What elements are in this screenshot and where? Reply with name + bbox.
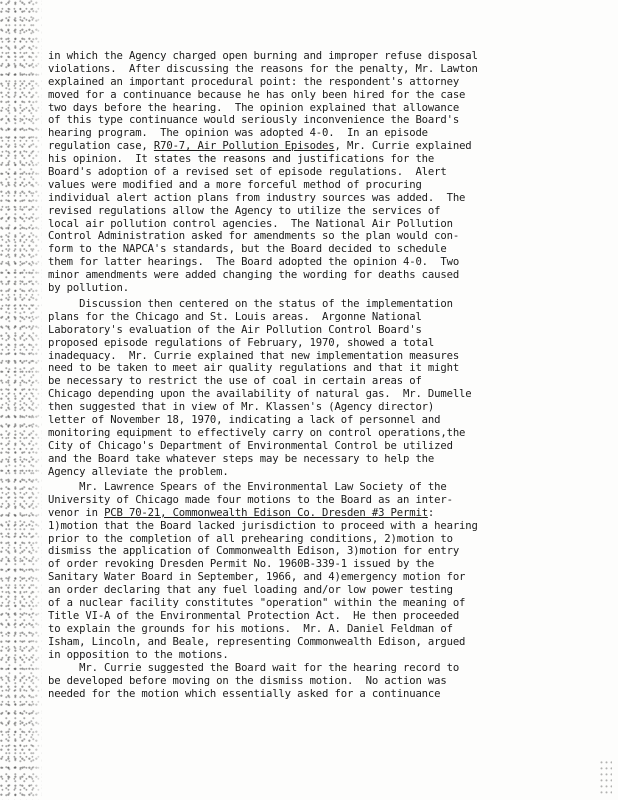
text-segment: proposed episode regulations of February, 1970, showed a total bbox=[48, 336, 435, 349]
text-segment: of order revoking Dresden Permit No. 1960B-339-1 issued by the bbox=[48, 558, 435, 571]
text-segment: be necessary to restrict the use of coal in certain areas of bbox=[48, 375, 422, 388]
text-segment: , Mr. Currie explained bbox=[334, 140, 472, 153]
text-segment: : bbox=[427, 506, 435, 519]
text-segment: hearing program. The opinion was adopted 4-0. In an episode bbox=[48, 127, 428, 140]
text-line bbox=[48, 466, 572, 479]
text-segment: minor amendments were added changing the wording for deaths caused bbox=[48, 269, 460, 282]
text-line bbox=[48, 401, 572, 414]
text-segment: Title VI-A of the Environmental Protection Act. He then proceeded bbox=[48, 609, 460, 622]
text-line bbox=[48, 375, 572, 388]
text-line bbox=[48, 440, 572, 453]
text-line bbox=[48, 166, 572, 179]
text-segment: individual alert action plans from industry sources was added. The bbox=[48, 191, 466, 204]
text-segment: need to be taken to meet air quality regulations and that it might bbox=[48, 362, 460, 375]
text-segment: monitoring equipment to effectively carry on control operations,the bbox=[48, 426, 466, 439]
text-line bbox=[48, 89, 572, 102]
text-line bbox=[48, 218, 572, 231]
text-line bbox=[48, 256, 572, 269]
text-segment: Control Administration asked for amendments so the plan would con- bbox=[48, 230, 460, 243]
text-line bbox=[48, 623, 572, 636]
text-segment: dismiss the application of Commonwealth Edison, 3)motion for entry bbox=[48, 545, 460, 558]
text-line bbox=[48, 675, 572, 688]
text-line bbox=[48, 298, 572, 311]
text-line bbox=[48, 545, 572, 558]
text-segment: letter of November 18, 1970, indicating a lack of personnel and bbox=[48, 414, 441, 427]
text-line bbox=[48, 453, 572, 466]
text-line bbox=[48, 636, 572, 649]
text-line bbox=[48, 688, 572, 701]
text-line bbox=[48, 350, 572, 363]
text-line bbox=[48, 649, 572, 662]
text-segment: revised regulations allow the Agency to utilize the services of bbox=[48, 204, 441, 217]
case-title: PCB 70-21, Commonwealth Edison Co. Dresden #3 Permit bbox=[104, 506, 428, 519]
text-line bbox=[48, 102, 572, 115]
text-line bbox=[48, 507, 572, 520]
text-segment: Discussion then centered on the status of the implementation bbox=[48, 298, 453, 310]
text-segment: them for latter hearings. The Board adopted the opinion 4-0. Two bbox=[48, 256, 460, 269]
text-segment: his opinion. It states the reasons and justifications for the bbox=[48, 153, 435, 166]
text-segment: in opposition to the motions. bbox=[48, 648, 229, 661]
text-line bbox=[48, 63, 572, 76]
text-line bbox=[48, 324, 572, 337]
text-segment: Agency alleviate the problem. bbox=[48, 465, 229, 478]
text-line bbox=[48, 179, 572, 192]
text-segment: City of Chicago's Department of Environmental Control be utilized bbox=[48, 439, 453, 452]
text-line bbox=[48, 269, 572, 282]
text-segment: moved for a continuance because he has only been hired for the case bbox=[48, 88, 466, 101]
text-line bbox=[48, 337, 572, 350]
text-segment: needed for the motion which essentially asked for a continuance bbox=[48, 687, 441, 700]
text-segment: 1)motion that the Board lacked jurisdiction to proceed with a hearing bbox=[48, 519, 478, 532]
paragraph-hearing-record bbox=[48, 662, 572, 701]
case-title: R70-7, Air Pollution Episodes bbox=[153, 140, 335, 153]
text-line bbox=[48, 192, 572, 205]
text-line bbox=[48, 597, 572, 610]
text-line bbox=[48, 140, 572, 153]
text-segment: Mr. Lawrence Spears of the Environmental Law Society of the bbox=[48, 481, 447, 493]
text-segment: in which the Agency charged open burning and improper refuse disposal bbox=[48, 50, 478, 62]
text-segment: and the Board take whatever steps may be necessary to help the bbox=[48, 452, 435, 465]
text-segment: inadequacy. Mr. Currie explained that new implementation measures bbox=[48, 349, 460, 362]
text-segment: Board's adoption of a revised set of episode regulations. Alert bbox=[48, 166, 447, 179]
text-segment: of this type continuance would seriously inconvenience the Board's bbox=[48, 114, 460, 127]
text-line bbox=[48, 388, 572, 401]
text-line bbox=[48, 153, 572, 166]
scan-edge-fade bbox=[30, 0, 44, 800]
text-segment: regulation case, bbox=[48, 140, 154, 153]
text-line bbox=[48, 520, 572, 533]
text-segment: be developed before moving on the dismiss motion. No action was bbox=[48, 674, 447, 687]
scan-margin-marks bbox=[600, 760, 612, 796]
text-line bbox=[48, 282, 572, 295]
text-line bbox=[48, 494, 572, 507]
text-line bbox=[48, 662, 572, 675]
text-line bbox=[48, 50, 572, 63]
paragraph-dresden-motions bbox=[48, 481, 572, 661]
text-segment: of a nuclear facility constitutes "operation" within the meaning of bbox=[48, 597, 466, 610]
text-line bbox=[48, 205, 572, 218]
text-segment: plans for the Chicago and St. Louis areas. Argonne National bbox=[48, 310, 422, 323]
text-segment: University of Chicago made four motions to the Board as an inter- bbox=[48, 493, 453, 506]
text-line bbox=[48, 414, 572, 427]
text-line bbox=[48, 76, 572, 89]
text-line bbox=[48, 584, 572, 597]
text-line bbox=[48, 114, 572, 127]
text-segment: form to the NAPCA's standards, but the Board decided to schedule bbox=[48, 243, 447, 256]
text-line bbox=[48, 533, 572, 546]
text-segment: to explain the grounds for his motions. Mr. A. Daniel Feldman of bbox=[48, 622, 453, 635]
text-segment: values were modified and a more forceful method of procuring bbox=[48, 178, 422, 191]
text-segment: Sanitary Water Board in September, 1966, and 4)emergency motion for bbox=[48, 571, 466, 584]
text-segment: an order declaring that any fuel loading and/or low power testing bbox=[48, 584, 453, 597]
text-segment: local air pollution control agencies. The National Air Pollution bbox=[48, 217, 453, 230]
text-segment: Laboratory's evaluation of the Air Pollution Control Board's bbox=[48, 323, 422, 336]
text-line bbox=[48, 362, 572, 375]
text-segment: two days before the hearing. The opinion explained that allowance bbox=[48, 101, 460, 114]
text-line bbox=[48, 127, 572, 140]
text-segment: Mr. Currie suggested the Board wait for the hearing record to bbox=[48, 662, 460, 674]
text-line bbox=[48, 311, 572, 324]
text-segment: then suggested that in view of Mr. Klassen's (Agency director) bbox=[48, 401, 435, 414]
paragraph-implementation-plans bbox=[48, 298, 572, 478]
text-line bbox=[48, 610, 572, 623]
text-segment: venor in bbox=[48, 506, 105, 519]
text-line bbox=[48, 427, 572, 440]
text-segment: by pollution. bbox=[48, 282, 129, 295]
text-segment: Chicago depending upon the availability of natural gas. Mr. Dumelle bbox=[48, 388, 472, 401]
text-segment: violations. After discussing the reasons for the penalty, Mr. Lawton bbox=[48, 62, 478, 75]
text-line bbox=[48, 481, 572, 494]
paragraph-episode-regulations bbox=[48, 50, 572, 295]
text-segment: prior to the completion of all prehearing conditions, 2)motion to bbox=[48, 532, 453, 545]
text-segment: Isham, Lincoln, and Beale, representing Commonwealth Edison, argued bbox=[48, 635, 466, 648]
text-line bbox=[48, 558, 572, 571]
text-line bbox=[48, 571, 572, 584]
text-segment: explained an important procedural point: the respondent's attorney bbox=[48, 75, 460, 88]
text-line bbox=[48, 243, 572, 256]
text-line bbox=[48, 230, 572, 243]
